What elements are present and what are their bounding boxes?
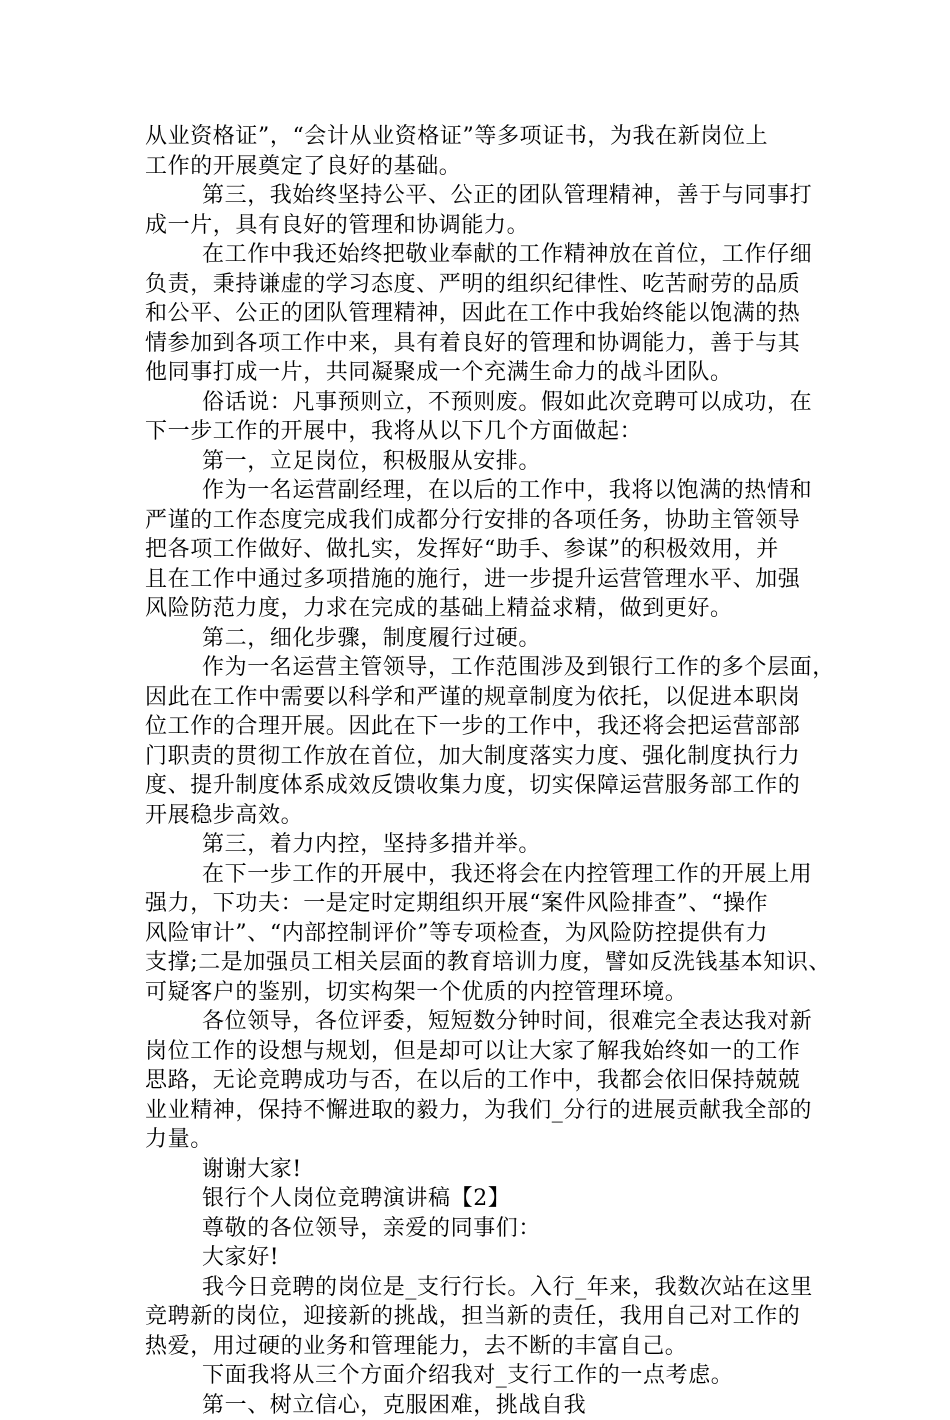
text-line: 力量。: [145, 1125, 825, 1155]
text-line: 严谨的工作态度完成我们成都分行安排的各项任务，协助主管领导: [145, 506, 825, 536]
text-line: 开展稳步高效。: [145, 801, 825, 831]
text-line: 位工作的合理开展。因此在下一步的工作中，我还将会把运营部部: [145, 712, 825, 742]
text-line: 俗话说：凡事预则立，不预则废。假如此次竞聘可以成功，在: [145, 388, 825, 418]
text-line: 作为一名运营主管领导，工作范围涉及到银行工作的多个层面，: [145, 653, 825, 683]
text-line: 可疑客户的鉴别，切实构架一个优质的内控管理环境。: [145, 978, 825, 1008]
text-line: 第二，细化步骤，制度履行过硬。: [145, 624, 825, 654]
text-line: 热爱，用过硬的业务和管理能力，去不断的丰富自己。: [145, 1332, 825, 1362]
text-line: 从业资格证”，“会计从业资格证”等多项证书，为我在新岗位上: [145, 122, 825, 152]
text-line: 风险防范力度，力求在完成的基础上精益求精，做到更好。: [145, 594, 825, 624]
text-line: 强力，下功夫：一是定时定期组织开展“案件风险排查”、“操作: [145, 889, 825, 919]
text-line: 谢谢大家!: [145, 1155, 825, 1185]
text-line: 岗位工作的设想与规划，但是却可以让大家了解我始终如一的工作: [145, 1037, 825, 1067]
text-line: 第一，立足岗位，积极服从安排。: [145, 447, 825, 477]
text-line: 各位领导，各位评委，短短数分钟时间，很难完全表达我对新: [145, 1007, 825, 1037]
text-line: 大家好!: [145, 1243, 825, 1273]
text-line: 支撑;二是加强员工相关层面的教育培训力度，譬如反洗钱基本知识、: [145, 948, 825, 978]
text-line: 负责，秉持谦虚的学习态度、严明的组织纪律性、吃苦耐劳的品质: [145, 270, 825, 300]
text-line: 工作的开展奠定了良好的基础。: [145, 152, 825, 182]
text-line: 且在工作中通过多项措施的施行，进一步提升运营管理水平、加强: [145, 565, 825, 595]
text-line: 尊敬的各位领导，亲爱的同事们：: [145, 1214, 825, 1244]
text-line: 我今日竞聘的岗位是_支行行长。入行_年来，我数次站在这里: [145, 1273, 825, 1303]
text-line: 度、提升制度体系成效反馈收集力度，切实保障运营服务部工作的: [145, 771, 825, 801]
text-line: 在下一步工作的开展中，我还将会在内控管理工作的开展上用: [145, 860, 825, 890]
text-line: 风险审计”、“内部控制评价”等专项检查，为风险防控提供有力: [145, 919, 825, 949]
text-line: 思路，无论竞聘成功与否，在以后的工作中，我都会依旧保持兢兢: [145, 1066, 825, 1096]
text-line: 情参加到各项工作中来，具有着良好的管理和协调能力，善于与其: [145, 329, 825, 359]
text-line: 银行个人岗位竞聘演讲稿【2】: [145, 1184, 825, 1214]
text-line: 第三，着力内控，坚持多措并举。: [145, 830, 825, 860]
text-line: 把各项工作做好、做扎实，发挥好“助手、参谋”的积极效用，并: [145, 535, 825, 565]
text-line: 下一步工作的开展中，我将从以下几个方面做起：: [145, 417, 825, 447]
text-line: 竞聘新的岗位，迎接新的挑战，担当新的责任，我用自己对工作的: [145, 1302, 825, 1332]
text-line: 他同事打成一片，共同凝聚成一个充满生命力的战斗团队。: [145, 358, 825, 388]
text-line: 作为一名运营副经理，在以后的工作中，我将以饱满的热情和: [145, 476, 825, 506]
text-line: 第三，我始终坚持公平、公正的团队管理精神，善于与同事打: [145, 181, 825, 211]
text-line: 业业精神，保持不懈进取的毅力，为我们_分行的进展贡献我全部的: [145, 1096, 825, 1126]
text-line: 下面我将从三个方面介绍我对_支行工作的一点考虑。: [145, 1361, 825, 1391]
text-line: 第一、树立信心，克服困难，挑战自我: [145, 1391, 825, 1420]
text-line: 在工作中我还始终把敬业奉献的工作精神放在首位，工作仔细: [145, 240, 825, 270]
text-line: 和公平、公正的团队管理精神，因此在工作中我始终能以饱满的热: [145, 299, 825, 329]
text-line: 因此在工作中需要以科学和严谨的规章制度为依托，以促进本职岗: [145, 683, 825, 713]
text-line: 成一片，具有良好的管理和协调能力。: [145, 211, 825, 241]
text-line: 门职责的贯彻工作放在首位，加大制度落实力度、强化制度执行力: [145, 742, 825, 772]
document-body: [145, 122, 825, 1420]
